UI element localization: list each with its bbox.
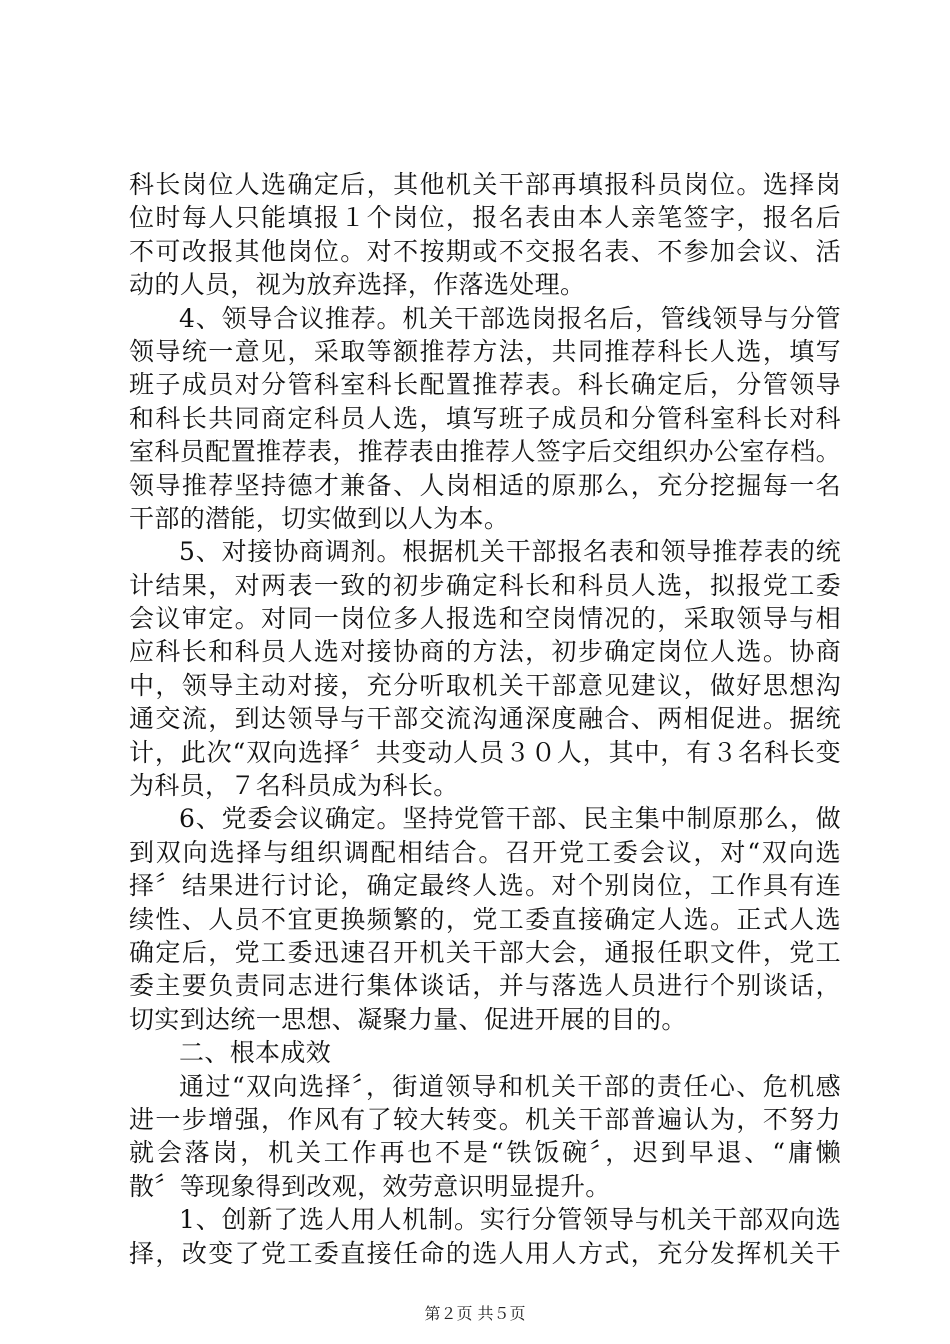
page-footer: 第２页 共５页 — [424, 1304, 526, 1323]
paragraph-start-line: 1、创新了选人用人机制。实行分管领导与机关干部双向选 — [179, 1205, 841, 1235]
paragraph-start-line: 通过“双向选择〞，街道领导和机关干部的责任心、危机感 — [179, 1071, 841, 1101]
text-line: 通交流，到达领导与干部交流沟通深度融合、两相促进。据统 — [129, 704, 841, 734]
text-line: 领导推荐坚持德才兼备、人岗相适的原那么，充分挖掘每一名 — [129, 470, 841, 500]
text-line: 中，领导主动对接，充分听取机关干部意见建议，做好思想沟 — [129, 670, 841, 700]
text-line: 确定后，党工委迅速召开机关干部大会，通报任职文件，党工 — [129, 937, 841, 967]
text-line: 到双向选择与组织调配相结合。召开党工委会议，对“双向选 — [129, 837, 841, 867]
text-line: 散〞等现象得到改观，效劳意识明显提升。 — [129, 1171, 611, 1201]
text-line: 委主要负责同志进行集体谈话，并与落选人员进行个别谈话， — [129, 971, 841, 1001]
text-line: 切实到达统一思想、凝聚力量、促进开展的目的。 — [129, 1004, 687, 1034]
text-line: 计结果，对两表一致的初步确定科长和科员人选，拟报党工委 — [129, 570, 841, 600]
paragraph-start-line: 6、党委会议确定。坚持党管干部、民主集中制原那么，做 — [179, 804, 841, 834]
text-line: 进一步增强，作风有了较大转变。机关干部普遍认为，不努力 — [129, 1104, 841, 1134]
text-line: 干部的潜能，切实做到以人为本。 — [129, 503, 510, 533]
text-line: 室科员配置推荐表，推荐表由推荐人签字后交组织办公室存档。 — [129, 437, 841, 467]
text-line: 计，此次“双向选择〞共变动人员３０人，其中，有３名科长变 — [129, 737, 841, 767]
paragraph-start-line: 5、对接协商调剂。根据机关干部报名表和领导推荐表的统 — [179, 537, 841, 567]
text-line: 班子成员对分管科室科长配置推荐表。科长确定后，分管领导 — [129, 370, 841, 400]
text-line: 位时每人只能填报１个岗位，报名表由本人亲笔签字，报名后 — [129, 203, 841, 233]
section-heading: 二、根本成效 — [179, 1038, 332, 1068]
text-line: 续性、人员不宜更换频繁的，党工委直接确定人选。正式人选 — [129, 904, 841, 934]
text-line: 应科长和科员人选对接协商的方法，初步确定岗位人选。协商 — [129, 637, 841, 667]
text-line: 就会落岗，机关工作再也不是“铁饭碗〞，迟到早退、“庸懒 — [129, 1138, 841, 1168]
text-line: 动的人员，视为放弃选择，作落选处理。 — [129, 270, 586, 300]
text-line: 为科员，７名科员成为科长。 — [129, 771, 459, 801]
text-line: 科长岗位人选确定后，其他机关干部再填报科员岗位。选择岗 — [129, 170, 841, 199]
text-line: 会议审定。对同一岗位多人报选和空岗情况的，采取领导与相 — [129, 604, 841, 634]
text-line: 择〞结果进行讨论，确定最终人选。对个别岗位，工作具有连 — [129, 871, 841, 901]
body-text — [129, 168, 841, 1270]
text-line: 择，改变了党工委直接任命的选人用人方式，充分发挥机关干 — [129, 1238, 841, 1268]
paragraph-start-line: 4、领导合议推荐。机关干部选岗报名后，管线领导与分管 — [179, 303, 841, 333]
text-line: 和科长共同商定科员人选，填写班子成员和分管科室科长对科 — [129, 403, 841, 433]
text-line: 领导统一意见，采取等额推荐方法，共同推荐科长人选，填写 — [129, 336, 841, 366]
text-line: 不可改报其他岗位。对不按期或不交报名表、不参加会议、活 — [129, 236, 841, 266]
